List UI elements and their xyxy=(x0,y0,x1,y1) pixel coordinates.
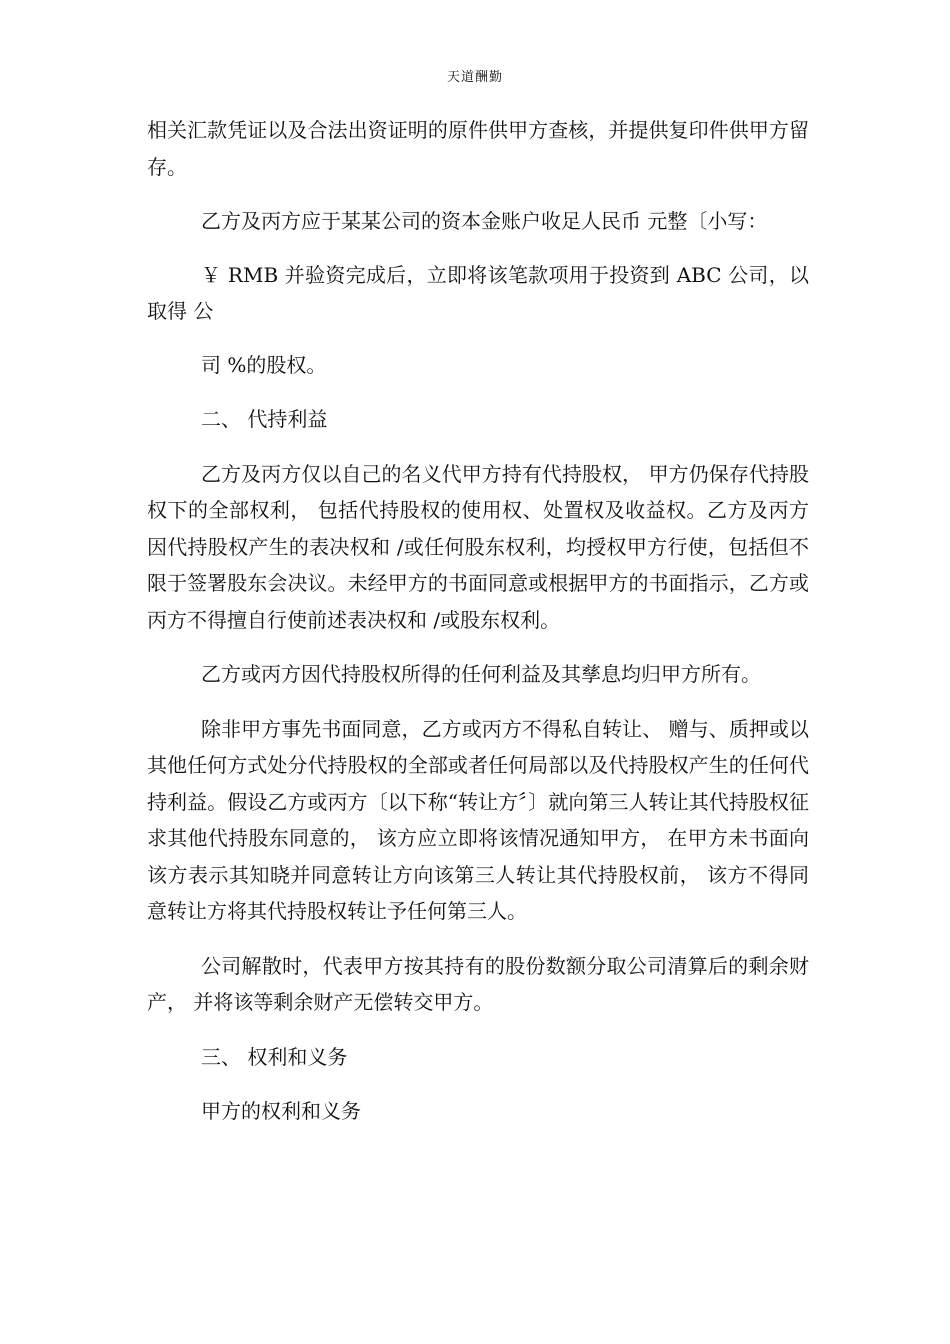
section-heading-2: 二、 代持利益 xyxy=(201,407,328,431)
paragraph-investment: ￥ RMB 并验资完成后，立即将该笔款项用于投资到 ABC 公司，以取得 公 xyxy=(147,262,809,323)
section-heading-3: 三、 权利和义务 xyxy=(201,1044,348,1069)
paragraph-equity-share: 司 %的股权。 xyxy=(201,352,327,377)
paragraph-dissolution: 公司解散时，代表甲方按其持有的股份数额分取公司清算后的剩余财产， 并将该等剩余财产无偿转交甲方。 xyxy=(147,953,809,1014)
document-body xyxy=(147,112,809,1130)
paragraph-funding-proof: 相关汇款凭证以及合法出资证明的原件供甲方查核，并提供复印件供甲方留存。 xyxy=(147,118,809,179)
paragraph-holding-rights: 乙方及丙方仅以自己的名义代甲方持有代持股权， 甲方仍保存代持股权下的全部权利， 包括代持股权的使用权、处置权及收益权。乙方及丙方因代持股权产生的表决权和 /或任何股东权利，均授权甲方行使，包括但不限于签署股东会决议。未经甲方的书面同意或根据甲方的书面指示，乙方或丙方不得擅自行使前述表决权和 /或股东权利。 xyxy=(147,461,809,632)
paragraph-benefits: 乙方或丙方因代持股权所得的任何利益及其孳息均归甲方所有。 xyxy=(201,662,761,686)
paragraph-transfer-restrictions: 除非甲方事先书面同意，乙方或丙方不得私自转让、 赠与、质押或以其他任何方式处分代持股权的全部或者任何局部以及代持股权产生的任何代持利益。假设乙方或丙方〔以下称“转让方〞〕就向第三人转让其代持股权征求其他代持股东同意的， 该方应立即将该情况通知甲方， 在甲方未书面向该方表示其知晓并同意转让方向该第三人转让其代持股权前， 该方不得同意转让方将其代持股权转让予任何第三人。 xyxy=(147,716,809,923)
subsection-heading-party-a: 甲方的权利和义务 xyxy=(201,1099,361,1123)
paragraph-capital-account: 乙方及丙方应于某某公司的资本金账户收足人民币 元整〔小写： xyxy=(201,209,768,233)
page-header: 天道酬勤 xyxy=(446,70,503,85)
